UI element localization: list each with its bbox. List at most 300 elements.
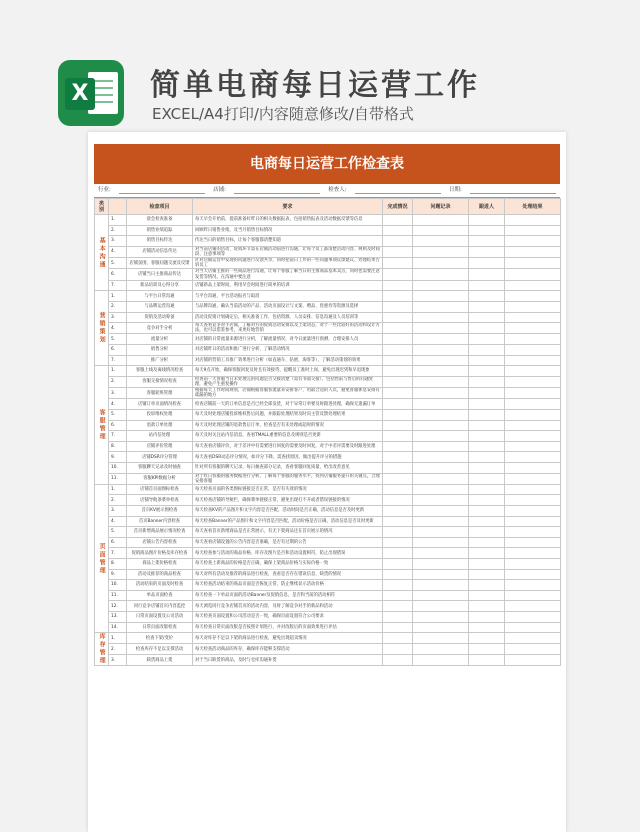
row-number: 2. [109,301,127,312]
follower-cell[interactable] [469,355,505,366]
issue-cell[interactable] [413,527,469,538]
table-row [95,452,561,463]
requirement-text: 每天查看首页新增商品是否正常展示，有无下架商品还在首页展示的情况 [193,527,383,538]
result-cell[interactable] [505,312,561,323]
col-number [109,199,127,215]
result-cell[interactable] [505,590,561,601]
meta-inspector: 检查人: [328,187,347,193]
issue-cell[interactable] [413,323,469,334]
follower-cell[interactable] [469,441,505,452]
table-row [95,484,561,495]
row-number: 11. [109,590,127,601]
status-cell[interactable] [383,301,413,312]
requirement-text: 对于昨日客服的服务数据进行分析，了解每个客服的服务水平，找到店铺服务提升的关键点，合理安排客服 [193,473,383,484]
status-cell[interactable] [383,431,413,442]
row-number: 5. [109,334,127,345]
check-item: 退款订单处理 [127,420,193,431]
follower-cell[interactable] [469,473,505,484]
requirement-text: 每天检查Banner的产品图片和文字内容是否匹配，活动价格是否正确，活动信息是否及时更新 [193,516,383,527]
col-follower: 跟进人 [469,199,505,215]
status-cell[interactable] [383,569,413,580]
follower-cell[interactable] [469,655,505,666]
follower-cell[interactable] [469,431,505,442]
status-cell[interactable] [383,452,413,463]
table-row [95,215,561,226]
status-cell[interactable] [383,622,413,633]
status-cell[interactable] [383,420,413,431]
result-cell[interactable] [505,269,561,280]
status-cell[interactable] [383,410,413,421]
requirement-text: 每天对所有活动及推荐的商品进行检查，查看是否存在错误信息、缺货的情况 [193,569,383,580]
status-cell[interactable] [383,323,413,334]
check-item: 推广分析 [127,355,193,366]
check-item: 销售目标传达 [127,236,193,247]
follower-cell[interactable] [469,506,505,517]
row-number: 3. [109,388,127,399]
row-number: 1. [109,366,127,377]
check-item: 活动结束的页面及时检查 [127,580,193,591]
follower-cell[interactable] [469,291,505,302]
row-number: 8. [109,441,127,452]
result-cell[interactable] [505,569,561,580]
result-cell[interactable] [505,441,561,452]
result-cell[interactable] [505,633,561,644]
check-item: 同行竞争店铺首页内容监控 [127,601,193,612]
requirement-text: 对于当日缺货的商品，及时与仓库沟通补货 [193,655,383,666]
result-cell[interactable] [505,355,561,366]
follower-cell[interactable] [469,569,505,580]
follower-cell[interactable] [469,452,505,463]
check-item: 晨会检查准备 [127,215,193,226]
requirement-text: 每天检查页面设置和公司活动是否一致，确保页面设置符合公司要求 [193,612,383,623]
result-cell[interactable] [505,291,561,302]
follower-cell[interactable] [469,495,505,506]
table-row [95,225,561,236]
table-row [95,655,561,666]
status-cell[interactable] [383,246,413,257]
status-cell[interactable] [383,537,413,548]
check-item: 销售业绩追踪 [127,225,193,236]
check-item: 客服KPI数据分析 [127,473,193,484]
result-cell[interactable] [505,548,561,559]
follower-cell[interactable] [469,280,505,291]
requirement-text: 对店铺昨日的活动和推广进行分析，了解活动情况 [193,345,383,356]
requirement-text: 回顾昨日销售业绩，及当月销售目标情况 [193,225,383,236]
follower-cell[interactable] [469,366,505,377]
result-cell[interactable] [505,236,561,247]
requirement-text: 根据每天工作时间规划，店铺根据客服客流量来安排客户，用最合适的人员，避免客服休息安排有疏漏的地方 [193,388,383,399]
follower-cell[interactable] [469,420,505,431]
status-cell[interactable] [383,366,413,377]
result-cell[interactable] [505,462,561,473]
follower-cell[interactable] [469,612,505,623]
requirement-text: 每天及时关注站内信消息，查看TMALL重要的信息及规则是否更新 [193,431,383,442]
issue-cell[interactable] [413,236,469,247]
result-cell[interactable] [505,410,561,421]
row-number: 6. [109,537,127,548]
result-cell[interactable] [505,537,561,548]
status-cell[interactable] [383,312,413,323]
check-item: 活动及推荐的商品检查 [127,569,193,580]
table-row [95,612,561,623]
follower-cell[interactable] [469,376,505,387]
result-cell[interactable] [505,246,561,257]
table-row [95,410,561,421]
issue-cell[interactable] [413,622,469,633]
row-number: 2. [109,495,127,506]
table-row [95,580,561,591]
requirement-text: 每天检查KV的产品图片和文字内容是否匹配，活动时间是否正确，活动信息是否及时更新 [193,506,383,517]
table-row [95,431,561,442]
table-row [95,366,561,377]
check-item: 检查下架/变价 [127,633,193,644]
row-number: 7. [109,548,127,559]
follower-cell[interactable] [469,462,505,473]
check-item: 客服交接情况检查 [127,376,193,387]
follower-cell[interactable] [469,258,505,269]
follower-cell[interactable] [469,537,505,548]
status-cell[interactable] [383,388,413,399]
row-number: 4. [109,246,127,257]
issue-cell[interactable] [413,644,469,655]
issue-cell[interactable] [413,495,469,506]
check-item: 店铺氛围、客服问题交流及反馈 [127,258,193,269]
follower-cell[interactable] [469,644,505,655]
status-cell[interactable] [383,462,413,473]
issue-cell[interactable] [413,345,469,356]
result-cell[interactable] [505,376,561,387]
document-title: 电商每日运营工作检查表 [94,144,560,184]
col-category: 类别 [95,199,109,215]
status-cell[interactable] [383,633,413,644]
follower-cell[interactable] [469,601,505,612]
follower-cell[interactable] [469,334,505,345]
issue-cell[interactable] [413,569,469,580]
result-cell[interactable] [505,612,561,623]
check-item: 店铺公告内容检查 [127,537,193,548]
follower-cell[interactable] [469,590,505,601]
table-row [95,633,561,644]
check-item: 促销及活动筹备 [127,312,193,323]
col-result: 处理结果 [505,199,561,215]
follower-cell[interactable] [469,225,505,236]
issue-cell[interactable] [413,366,469,377]
follower-cell[interactable] [469,323,505,334]
status-cell[interactable] [383,644,413,655]
requirement-text: 对当天店铺主推的一些商品进行沟通，让每个客服了解当日的主推商品基本卖点，同时也需要注意发货等情况，在沟通中要注意 [193,269,383,280]
table-row [95,246,561,257]
requirement-text: 每天查看竞争对手店铺，了解对方的促销活动安排以及上架动态，对于一些比较好的活动和设计方法，也可以借鉴参考，来更好地营销 [193,323,383,334]
row-number: 7. [109,280,127,291]
issue-cell[interactable] [413,462,469,473]
result-cell[interactable] [505,580,561,591]
result-cell[interactable] [505,431,561,442]
result-cell[interactable] [505,601,561,612]
follower-cell[interactable] [469,484,505,495]
issue-cell[interactable] [413,548,469,559]
status-cell[interactable] [383,399,413,410]
check-item: 店铺首页面图标检查 [127,484,193,495]
follower-cell[interactable] [469,548,505,559]
follower-cell[interactable] [469,301,505,312]
follower-cell[interactable] [469,399,505,410]
table-row [95,559,561,570]
status-cell[interactable] [383,601,413,612]
issue-cell[interactable] [413,473,469,484]
result-cell[interactable] [505,495,561,506]
requirement-text: 每天检查参与活动的商品价格、库存及图片是否和活动设置相符，防止出现错误 [193,548,383,559]
result-cell[interactable] [505,559,561,570]
table-row [95,334,561,345]
requirement-text: 检查前一天客服当日未处理完的问题是否交接清楚（需有书面交接），包括售前与售后的问题处理，避免产生重复操作 [193,376,383,387]
requirement-text: 店铺新品上架时间，利用早会时间进行简单的培训 [193,280,383,291]
status-cell[interactable] [383,548,413,559]
issue-cell[interactable] [413,399,469,410]
requirement-text: 每天及时处理店铺的退款售后订单，检查是否有未处理或超时的情况 [193,420,383,431]
follower-cell[interactable] [469,580,505,591]
result-cell[interactable] [505,655,561,666]
result-cell[interactable] [505,452,561,463]
issue-cell[interactable] [413,633,469,644]
table-row [95,473,561,484]
row-number: 8. [109,559,127,570]
issue-cell[interactable] [413,601,469,612]
check-item: 店铺导航条菜单检查 [127,495,193,506]
follower-cell[interactable] [469,215,505,226]
status-cell[interactable] [383,280,413,291]
status-cell[interactable] [383,495,413,506]
check-item: 与平台日常沟通 [127,291,193,302]
result-cell[interactable] [505,345,561,356]
status-cell[interactable] [383,376,413,387]
row-number: 10. [109,580,127,591]
col-status: 完成情况 [383,199,413,215]
issue-cell[interactable] [413,376,469,387]
check-item: 首页新增商品展示情况检查 [127,527,193,538]
status-cell[interactable] [383,484,413,495]
issue-cell[interactable] [413,258,469,269]
row-number: 9. [109,452,127,463]
status-cell[interactable] [383,655,413,666]
result-cell[interactable] [505,334,561,345]
row-number: 2. [109,644,127,655]
requirement-text: 每天检查活动商品的库存，确保库存能够支撑活动 [193,644,383,655]
issue-cell[interactable] [413,269,469,280]
row-number: 4. [109,399,127,410]
col-issue: 问题记录 [413,199,469,215]
table-body [95,215,561,666]
result-cell[interactable] [505,484,561,495]
table-row [95,644,561,655]
table-row [95,420,561,431]
result-cell[interactable] [505,527,561,538]
requirement-text: 每天浏览同行竞争店铺首页的活动内容，及时了解竞争对手的新品和活动 [193,601,383,612]
follower-cell[interactable] [469,633,505,644]
table-row [95,345,561,356]
follower-cell[interactable] [469,559,505,570]
follower-cell[interactable] [469,388,505,399]
check-item: 日常页面设置及公司活动 [127,612,193,623]
result-cell[interactable] [505,506,561,517]
status-cell[interactable] [383,590,413,601]
issue-cell[interactable] [413,280,469,291]
requirement-text: 每天检查日常页面改版是否按照计划进行，并对改版后的页面效果进行评估 [193,622,383,633]
requirement-text: 与品牌沟通，确认当前活动的产品、活动页面设计与文案、赠品、优惠券等资源及选择 [193,301,383,312]
table-row [95,269,561,280]
issue-cell[interactable] [413,655,469,666]
status-cell[interactable] [383,291,413,302]
requirement-text: 每天检查页面的各类图标链接是否正常，是否有失效的情况 [193,484,383,495]
meta-date: 日期: [448,187,462,193]
follower-cell[interactable] [469,236,505,247]
check-item: 客服上线及离线情况检查 [127,366,193,377]
issue-cell[interactable] [413,441,469,452]
issue-cell[interactable] [413,355,469,366]
page-subtitle: EXCEL/A4打印/内容随意修改/自带格式 [152,105,414,123]
issue-cell[interactable] [413,580,469,591]
result-cell[interactable] [505,644,561,655]
row-number: 4. [109,323,127,334]
requirement-text: 每天对库存不足以下架的商品进行检查，避免出现超卖情况 [193,633,383,644]
status-cell[interactable] [383,506,413,517]
result-cell[interactable] [505,258,561,269]
col-item: 检查项目 [127,199,193,215]
issue-cell[interactable] [413,537,469,548]
requirement-text: 对店铺的营销工具推广效果进行分析（如直通车、钻展、淘客等），了解活动策划的效果 [193,355,383,366]
result-cell[interactable] [505,473,561,484]
result-cell[interactable] [505,215,561,226]
table-row [95,590,561,601]
issue-cell[interactable] [413,215,469,226]
check-item: 店铺当日主推商品传达 [127,269,193,280]
issue-cell[interactable] [413,334,469,345]
follower-cell[interactable] [469,269,505,280]
follower-cell[interactable] [469,410,505,421]
document-preview [88,132,566,832]
follower-cell[interactable] [469,345,505,356]
follower-cell[interactable] [469,312,505,323]
result-cell[interactable] [505,225,561,236]
status-cell[interactable] [383,355,413,366]
table-row [95,376,561,387]
table-row [95,441,561,452]
status-cell[interactable] [383,258,413,269]
status-cell[interactable] [383,612,413,623]
status-cell[interactable] [383,269,413,280]
result-cell[interactable] [505,622,561,633]
status-cell[interactable] [383,473,413,484]
row-number: 3. [109,655,127,666]
col-requirement: 要求 [193,199,383,215]
row-number: 3. [109,312,127,323]
status-cell[interactable] [383,345,413,356]
table-row [95,355,561,366]
status-cell[interactable] [383,559,413,570]
result-cell[interactable] [505,323,561,334]
issue-cell[interactable] [413,452,469,463]
row-number: 2. [109,376,127,387]
category-cell: 页面管理 [95,484,109,632]
meta-industry: 行业: [98,187,111,193]
status-cell[interactable] [383,225,413,236]
requirement-text: 与平台沟通，平台活动报名与取消 [193,291,383,302]
status-cell[interactable] [383,580,413,591]
result-cell[interactable] [505,280,561,291]
row-number: 1. [109,484,127,495]
status-cell[interactable] [383,527,413,538]
result-cell[interactable] [505,388,561,399]
check-item: 缺货商品上架 [127,655,193,666]
table-row [95,399,561,410]
issue-cell[interactable] [413,312,469,323]
check-item: 促销商品图片价格及库存检查 [127,548,193,559]
issue-cell[interactable] [413,225,469,236]
issue-cell[interactable] [413,484,469,495]
check-item: 客服聊天记录及时抽查 [127,462,193,473]
issue-cell[interactable] [413,559,469,570]
result-cell[interactable] [505,301,561,312]
table-row [95,506,561,517]
table-row [95,291,561,302]
issue-cell[interactable] [413,410,469,421]
status-cell[interactable] [383,441,413,452]
result-cell[interactable] [505,420,561,431]
status-cell[interactable] [383,236,413,247]
row-number: 11. [109,473,127,484]
category-cell: 库存管理 [95,633,109,666]
follower-cell[interactable] [469,246,505,257]
issue-cell[interactable] [413,246,469,257]
issue-cell[interactable] [413,506,469,517]
requirement-text: 针对所有客服的聊天记录，每日抽查部分记录，查看客服回复质量，给出改善意见 [193,462,383,473]
issue-cell[interactable] [413,590,469,601]
requirement-text: 每天查看店铺评价，对于差评中有需要进行回复的需要及时回复，对于中差评需要及时跟进处理 [193,441,383,452]
issue-cell[interactable] [413,420,469,431]
table-row [95,495,561,506]
status-cell[interactable] [383,334,413,345]
follower-cell[interactable] [469,516,505,527]
issue-cell[interactable] [413,301,469,312]
row-number: 6. [109,345,127,356]
row-number: 5. [109,527,127,538]
follower-cell[interactable] [469,527,505,538]
check-item: 单品页面检查 [127,590,193,601]
requirement-text: 针对店铺运营中发现的问题进行反馈共享，同时把前日工作的一些问题事项反馈建议、处理结果告诉员工 [193,258,383,269]
requirement-text: 传达当日的销售目标，让每个客服都清楚知道 [193,236,383,247]
check-item: 销售分析 [127,345,193,356]
follower-cell[interactable] [469,622,505,633]
requirement-text: 每天检查店铺的导航栏，确保菜单链接正常，避免出现打不开或者错误链接的情况 [193,495,383,506]
issue-cell[interactable] [413,516,469,527]
table-row [95,622,561,633]
status-cell[interactable] [383,516,413,527]
check-item: 商品上架价格检查 [127,559,193,570]
issue-cell[interactable] [413,388,469,399]
result-cell[interactable] [505,516,561,527]
result-cell[interactable] [505,366,561,377]
issue-cell[interactable] [413,291,469,302]
result-cell[interactable] [505,399,561,410]
status-cell[interactable] [383,215,413,226]
table-row [95,516,561,527]
table-row [95,236,561,247]
issue-cell[interactable] [413,612,469,623]
document-meta [94,184,560,198]
row-number: 2. [109,225,127,236]
issue-cell[interactable] [413,431,469,442]
row-number: 1. [109,633,127,644]
requirement-text: 每天及时处理店铺投诉维权售后问题，并跟踪处理结果及时向主管反馈处理结果 [193,410,383,421]
